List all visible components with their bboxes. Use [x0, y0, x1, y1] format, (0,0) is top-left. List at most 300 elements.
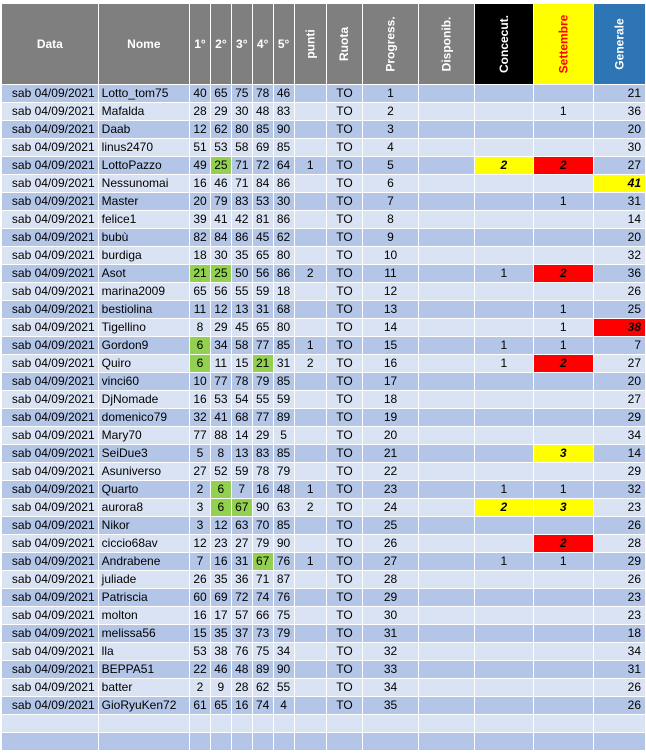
cell-concecut — [474, 283, 533, 301]
cell-number-5: 80 — [273, 319, 294, 337]
cell-generale: 26 — [593, 571, 645, 589]
cell-settembre — [533, 661, 593, 679]
cell-disponib — [419, 499, 475, 517]
cell-number-5: 62 — [273, 229, 294, 247]
cell-number-4: 67 — [252, 553, 273, 571]
cell-data: sab 04/09/2021 — [2, 355, 99, 373]
cell-concecut — [474, 373, 533, 391]
cell-data: sab 04/09/2021 — [2, 535, 99, 553]
cell-disponib — [419, 571, 475, 589]
header-4th: 4° — [252, 4, 273, 85]
header-progress: Progress. — [362, 4, 418, 85]
cell-punti — [294, 391, 327, 409]
cell-progress: 2 — [362, 103, 418, 121]
cell-number-5: 85 — [273, 337, 294, 355]
header-nome: Nome — [98, 4, 189, 85]
empty-cell — [210, 733, 231, 751]
cell-number-3: 35 — [231, 247, 252, 265]
cell-number-1: 8 — [190, 319, 211, 337]
cell-number-3: 63 — [231, 517, 252, 535]
cell-disponib — [419, 517, 475, 535]
table-row — [2, 301, 646, 319]
cell-progress: 4 — [362, 139, 418, 157]
cell-concecut — [474, 625, 533, 643]
cell-settembre: 1 — [533, 301, 593, 319]
empty-cell — [474, 733, 533, 751]
cell-disponib — [419, 355, 475, 373]
cell-number-5: 90 — [273, 535, 294, 553]
cell-generale: 36 — [593, 265, 645, 283]
cell-generale: 34 — [593, 427, 645, 445]
cell-settembre — [533, 373, 593, 391]
cell-number-1: 3 — [190, 499, 211, 517]
cell-number-4: 21 — [252, 355, 273, 373]
cell-data: sab 04/09/2021 — [2, 175, 99, 193]
cell-generale: 26 — [593, 283, 645, 301]
cell-number-3: 14 — [231, 427, 252, 445]
cell-nome: aurora8 — [98, 499, 189, 517]
cell-concecut: 2 — [474, 499, 533, 517]
header-settembre: Settembre — [533, 4, 593, 85]
cell-disponib — [419, 427, 475, 445]
cell-number-3: 54 — [231, 391, 252, 409]
cell-number-3: 78 — [231, 373, 252, 391]
cell-disponib — [419, 481, 475, 499]
cell-progress: 9 — [362, 229, 418, 247]
cell-nome: Quiro — [98, 355, 189, 373]
empty-cell — [231, 733, 252, 751]
table-row — [2, 139, 646, 157]
cell-punti — [294, 193, 327, 211]
cell-concecut — [474, 427, 533, 445]
cell-number-3: 36 — [231, 571, 252, 589]
cell-settembre — [533, 139, 593, 157]
cell-settembre — [533, 85, 593, 103]
cell-number-3: 7 — [231, 481, 252, 499]
cell-number-4: 85 — [252, 121, 273, 139]
cell-data: sab 04/09/2021 — [2, 283, 99, 301]
cell-concecut — [474, 535, 533, 553]
cell-number-4: 66 — [252, 607, 273, 625]
cell-nome: LottoPazzo — [98, 157, 189, 175]
cell-concecut: 2 — [474, 157, 533, 175]
cell-number-2: 16 — [210, 553, 231, 571]
cell-number-5: 80 — [273, 247, 294, 265]
empty-cell — [210, 715, 231, 733]
cell-data: sab 04/09/2021 — [2, 157, 99, 175]
cell-nome: Asuniverso — [98, 463, 189, 481]
cell-progress: 3 — [362, 121, 418, 139]
table-row — [2, 445, 646, 463]
cell-data: sab 04/09/2021 — [2, 265, 99, 283]
cell-number-5: 85 — [273, 373, 294, 391]
cell-data: sab 04/09/2021 — [2, 301, 99, 319]
cell-number-1: 28 — [190, 103, 211, 121]
cell-number-5: 34 — [273, 643, 294, 661]
cell-generale: 27 — [593, 157, 645, 175]
table-row — [2, 571, 646, 589]
cell-number-3: 71 — [231, 157, 252, 175]
cell-nome: ciccio68av — [98, 535, 189, 553]
cell-number-1: 6 — [190, 337, 211, 355]
cell-settembre — [533, 229, 593, 247]
cell-number-3: 59 — [231, 463, 252, 481]
empty-cell — [474, 715, 533, 733]
header-concecut: Concecut. — [474, 4, 533, 85]
table-row — [2, 679, 646, 697]
cell-ruota: TO — [327, 265, 363, 283]
cell-settembre — [533, 427, 593, 445]
cell-number-4: 79 — [252, 373, 273, 391]
empty-cell — [593, 733, 645, 751]
cell-punti: 2 — [294, 355, 327, 373]
header-1st: 1° — [190, 4, 211, 85]
cell-settembre — [533, 679, 593, 697]
cell-number-4: 31 — [252, 301, 273, 319]
cell-number-1: 77 — [190, 427, 211, 445]
cell-disponib — [419, 373, 475, 391]
table-row — [2, 589, 646, 607]
cell-punti — [294, 607, 327, 625]
cell-nome: burdiga — [98, 247, 189, 265]
cell-data: sab 04/09/2021 — [2, 553, 99, 571]
cell-progress: 34 — [362, 679, 418, 697]
cell-number-5: 46 — [273, 85, 294, 103]
cell-number-3: 80 — [231, 121, 252, 139]
cell-nome: batter — [98, 679, 189, 697]
cell-data: sab 04/09/2021 — [2, 211, 99, 229]
empty-cell — [327, 715, 363, 733]
cell-generale: 30 — [593, 139, 645, 157]
cell-number-2: 11 — [210, 355, 231, 373]
cell-number-1: 16 — [190, 175, 211, 193]
cell-concecut: 1 — [474, 355, 533, 373]
cell-number-1: 53 — [190, 643, 211, 661]
cell-number-3: 86 — [231, 229, 252, 247]
cell-number-2: 25 — [210, 157, 231, 175]
cell-number-4: 78 — [252, 463, 273, 481]
cell-generale: 41 — [593, 175, 645, 193]
cell-number-1: 40 — [190, 85, 211, 103]
cell-number-3: 13 — [231, 445, 252, 463]
table-row — [2, 499, 646, 517]
cell-progress: 16 — [362, 355, 418, 373]
table-row — [2, 319, 646, 337]
cell-punti — [294, 211, 327, 229]
cell-number-2: 69 — [210, 589, 231, 607]
cell-number-5: 89 — [273, 409, 294, 427]
cell-disponib — [419, 103, 475, 121]
cell-progress: 23 — [362, 481, 418, 499]
cell-ruota: TO — [327, 535, 363, 553]
cell-data: sab 04/09/2021 — [2, 391, 99, 409]
cell-settembre — [533, 697, 593, 715]
cell-progress: 21 — [362, 445, 418, 463]
cell-concecut — [474, 463, 533, 481]
table-row — [2, 121, 646, 139]
cell-number-5: 4 — [273, 697, 294, 715]
cell-punti: 1 — [294, 337, 327, 355]
cell-settembre: 3 — [533, 499, 593, 517]
cell-ruota: TO — [327, 355, 363, 373]
cell-punti — [294, 409, 327, 427]
cell-ruota: TO — [327, 247, 363, 265]
cell-number-2: 34 — [210, 337, 231, 355]
cell-data: sab 04/09/2021 — [2, 427, 99, 445]
cell-nome: Asot — [98, 265, 189, 283]
cell-disponib — [419, 445, 475, 463]
cell-progress: 22 — [362, 463, 418, 481]
cell-disponib — [419, 247, 475, 265]
table-row — [2, 355, 646, 373]
cell-number-4: 75 — [252, 643, 273, 661]
cell-ruota: TO — [327, 463, 363, 481]
cell-nome: Master — [98, 193, 189, 211]
cell-ruota: TO — [327, 211, 363, 229]
cell-number-1: 2 — [190, 481, 211, 499]
cell-settembre — [533, 211, 593, 229]
cell-data: sab 04/09/2021 — [2, 373, 99, 391]
cell-number-4: 84 — [252, 175, 273, 193]
cell-data: sab 04/09/2021 — [2, 643, 99, 661]
cell-progress: 12 — [362, 283, 418, 301]
cell-generale: 23 — [593, 607, 645, 625]
cell-number-1: 16 — [190, 607, 211, 625]
cell-data: sab 04/09/2021 — [2, 247, 99, 265]
cell-progress: 29 — [362, 589, 418, 607]
cell-ruota: TO — [327, 427, 363, 445]
cell-settembre — [533, 409, 593, 427]
cell-number-1: 20 — [190, 193, 211, 211]
cell-number-1: 51 — [190, 139, 211, 157]
cell-progress: 26 — [362, 535, 418, 553]
cell-disponib — [419, 283, 475, 301]
cell-nome: BEPPA51 — [98, 661, 189, 679]
cell-punti — [294, 661, 327, 679]
empty-cell — [98, 715, 189, 733]
cell-concecut — [474, 607, 533, 625]
header-punti: punti — [294, 4, 327, 85]
cell-punti — [294, 373, 327, 391]
table-row — [2, 391, 646, 409]
cell-number-4: 69 — [252, 139, 273, 157]
cell-number-1: 11 — [190, 301, 211, 319]
cell-generale: 34 — [593, 643, 645, 661]
cell-number-5: 76 — [273, 589, 294, 607]
empty-cell — [419, 733, 475, 751]
table-row — [2, 553, 646, 571]
cell-progress: 15 — [362, 337, 418, 355]
cell-punti — [294, 85, 327, 103]
empty-cell — [98, 733, 189, 751]
cell-nome: lla — [98, 643, 189, 661]
cell-settembre — [533, 589, 593, 607]
cell-punti — [294, 103, 327, 121]
cell-punti — [294, 301, 327, 319]
cell-number-5: 55 — [273, 679, 294, 697]
cell-number-3: 76 — [231, 643, 252, 661]
cell-generale: 29 — [593, 409, 645, 427]
cell-number-4: 77 — [252, 409, 273, 427]
cell-generale: 20 — [593, 229, 645, 247]
table-row — [2, 193, 646, 211]
cell-ruota: TO — [327, 121, 363, 139]
table-row — [2, 517, 646, 535]
cell-disponib — [419, 229, 475, 247]
cell-number-4: 70 — [252, 517, 273, 535]
cell-punti — [294, 427, 327, 445]
cell-progress: 8 — [362, 211, 418, 229]
cell-nome: Quarto — [98, 481, 189, 499]
cell-number-1: 3 — [190, 517, 211, 535]
cell-concecut — [474, 517, 533, 535]
table-row — [2, 463, 646, 481]
table-row — [2, 229, 646, 247]
cell-disponib — [419, 301, 475, 319]
cell-number-2: 84 — [210, 229, 231, 247]
cell-nome: marina2009 — [98, 283, 189, 301]
table-row — [2, 643, 646, 661]
cell-punti — [294, 319, 327, 337]
cell-disponib — [419, 337, 475, 355]
cell-data: sab 04/09/2021 — [2, 193, 99, 211]
cell-disponib — [419, 643, 475, 661]
cell-number-2: 35 — [210, 625, 231, 643]
cell-concecut — [474, 571, 533, 589]
cell-number-4: 74 — [252, 697, 273, 715]
cell-number-5: 90 — [273, 661, 294, 679]
table-row — [2, 211, 646, 229]
cell-nome: Gordon9 — [98, 337, 189, 355]
cell-punti — [294, 463, 327, 481]
cell-punti — [294, 445, 327, 463]
table-row — [2, 373, 646, 391]
cell-progress: 13 — [362, 301, 418, 319]
cell-punti — [294, 589, 327, 607]
cell-number-1: 61 — [190, 697, 211, 715]
cell-nome: Nessunomai — [98, 175, 189, 193]
cell-number-3: 16 — [231, 697, 252, 715]
cell-disponib — [419, 607, 475, 625]
cell-number-5: 86 — [273, 265, 294, 283]
cell-ruota: TO — [327, 139, 363, 157]
cell-data: sab 04/09/2021 — [2, 697, 99, 715]
cell-number-1: 18 — [190, 247, 211, 265]
cell-number-3: 27 — [231, 535, 252, 553]
empty-cell — [190, 715, 211, 733]
cell-disponib — [419, 697, 475, 715]
cell-number-1: 6 — [190, 355, 211, 373]
cell-ruota: TO — [327, 697, 363, 715]
cell-number-1: 65 — [190, 283, 211, 301]
cell-punti — [294, 283, 327, 301]
cell-number-4: 71 — [252, 571, 273, 589]
header-2nd: 2° — [210, 4, 231, 85]
cell-progress: 6 — [362, 175, 418, 193]
cell-ruota: TO — [327, 571, 363, 589]
cell-concecut — [474, 211, 533, 229]
cell-number-4: 79 — [252, 535, 273, 553]
cell-number-1: 22 — [190, 661, 211, 679]
cell-number-2: 53 — [210, 139, 231, 157]
empty-row — [2, 733, 646, 751]
cell-data: sab 04/09/2021 — [2, 139, 99, 157]
cell-progress: 30 — [362, 607, 418, 625]
cell-number-4: 53 — [252, 193, 273, 211]
cell-number-4: 16 — [252, 481, 273, 499]
cell-number-4: 56 — [252, 265, 273, 283]
cell-number-2: 12 — [210, 301, 231, 319]
cell-generale: 18 — [593, 625, 645, 643]
cell-number-4: 55 — [252, 391, 273, 409]
cell-number-5: 48 — [273, 481, 294, 499]
cell-progress: 27 — [362, 553, 418, 571]
cell-number-3: 28 — [231, 679, 252, 697]
cell-nome: Nikor — [98, 517, 189, 535]
cell-settembre — [533, 607, 593, 625]
cell-number-3: 48 — [231, 661, 252, 679]
cell-settembre: 2 — [533, 265, 593, 283]
cell-number-4: 78 — [252, 85, 273, 103]
cell-data: sab 04/09/2021 — [2, 517, 99, 535]
cell-number-4: 83 — [252, 445, 273, 463]
cell-generale: 32 — [593, 247, 645, 265]
cell-ruota: TO — [327, 337, 363, 355]
cell-nome: Tigellino — [98, 319, 189, 337]
empty-cell — [2, 733, 99, 751]
cell-ruota: TO — [327, 607, 363, 625]
cell-data: sab 04/09/2021 — [2, 103, 99, 121]
cell-punti — [294, 643, 327, 661]
cell-progress: 24 — [362, 499, 418, 517]
cell-number-2: 12 — [210, 517, 231, 535]
cell-data: sab 04/09/2021 — [2, 481, 99, 499]
cell-number-1: 10 — [190, 373, 211, 391]
cell-data: sab 04/09/2021 — [2, 661, 99, 679]
cell-concecut — [474, 589, 533, 607]
cell-generale: 25 — [593, 301, 645, 319]
cell-disponib — [419, 193, 475, 211]
table-row — [2, 265, 646, 283]
cell-number-2: 25 — [210, 265, 231, 283]
cell-settembre — [533, 463, 593, 481]
empty-cell — [273, 733, 294, 751]
table-row — [2, 625, 646, 643]
cell-number-5: 83 — [273, 103, 294, 121]
cell-number-1: 2 — [190, 679, 211, 697]
cell-progress: 31 — [362, 625, 418, 643]
cell-progress: 32 — [362, 643, 418, 661]
cell-settembre — [533, 625, 593, 643]
cell-generale: 29 — [593, 463, 645, 481]
cell-concecut — [474, 121, 533, 139]
cell-punti: 2 — [294, 499, 327, 517]
cell-ruota: TO — [327, 409, 363, 427]
cell-number-3: 30 — [231, 103, 252, 121]
cell-number-3: 13 — [231, 301, 252, 319]
cell-disponib — [419, 589, 475, 607]
cell-number-2: 88 — [210, 427, 231, 445]
cell-ruota: TO — [327, 103, 363, 121]
cell-progress: 11 — [362, 265, 418, 283]
cell-data: sab 04/09/2021 — [2, 337, 99, 355]
cell-number-1: 21 — [190, 265, 211, 283]
cell-concecut — [474, 229, 533, 247]
cell-generale: 26 — [593, 517, 645, 535]
cell-number-2: 41 — [210, 211, 231, 229]
cell-ruota: TO — [327, 373, 363, 391]
cell-generale: 26 — [593, 697, 645, 715]
